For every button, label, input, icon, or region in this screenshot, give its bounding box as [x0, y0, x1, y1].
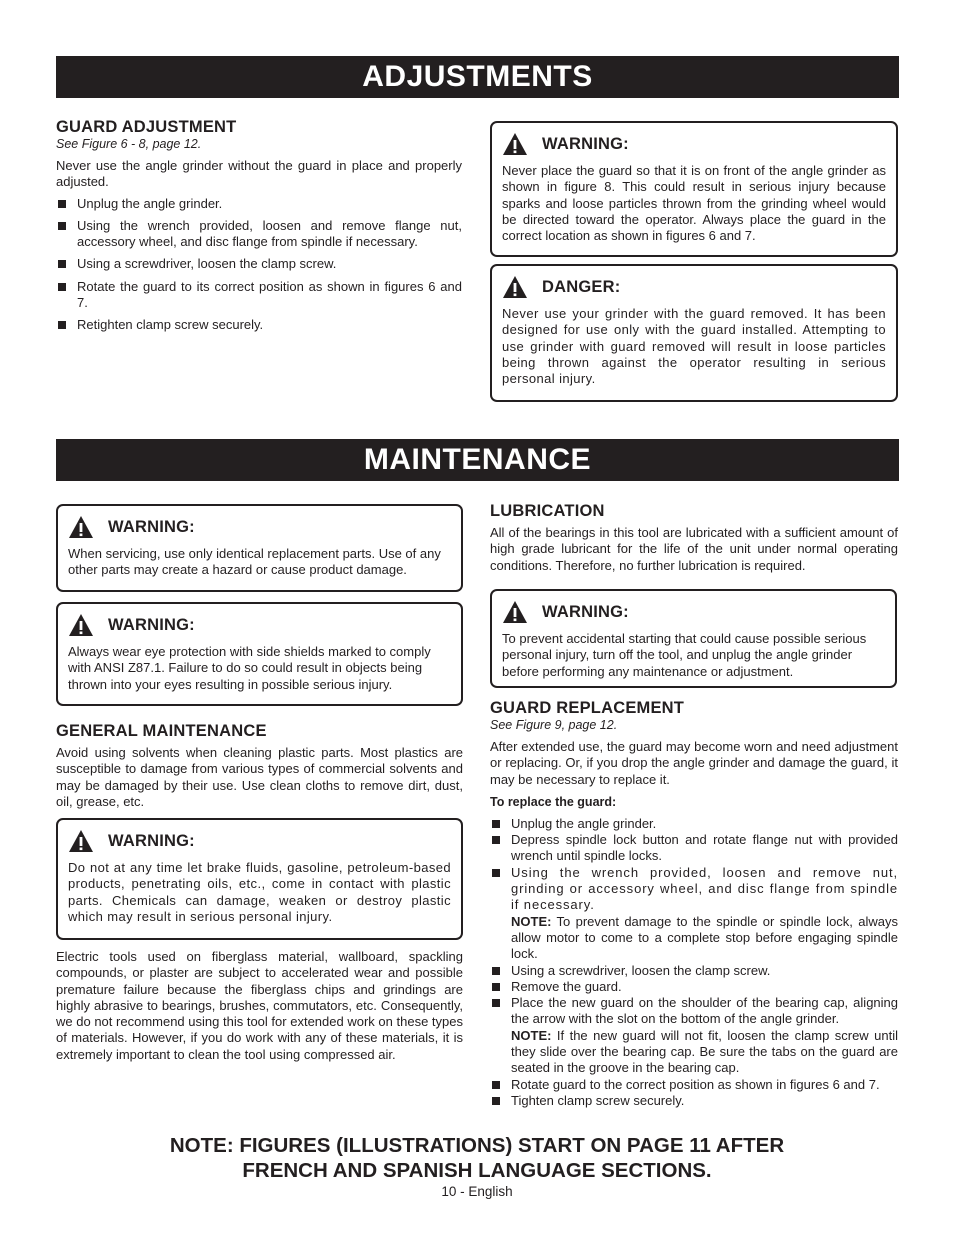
list-item: Retighten clamp screw securely. [56, 317, 462, 333]
maintenance-warning-box-1 [56, 504, 463, 592]
electric-tools-paragraph [56, 949, 463, 1063]
note-label: NOTE: [511, 1027, 552, 1043]
warning-title: WARNING: [108, 615, 195, 634]
note-label: NOTE: [511, 913, 552, 929]
guard-adjustment-intro: Never use the angle grinder without the guard in place and properly adjusted. [56, 158, 462, 190]
danger-title: DANGER: [542, 277, 621, 296]
warning-text: Always wear eye protection with side shields marked to comply with ANSI Z87.1. Failure to do so could result in objects being thrown into your eyes resulting in possible serious injury. [68, 644, 431, 692]
guard-adjustment-steps [56, 196, 462, 334]
figures-note-line-2: FRENCH AND SPANISH LANGUAGE SECTIONS. [242, 1159, 712, 1182]
note-text: If the new guard will not fit, loosen the clamp screw until they slide over the bearing cap. Be sure the tabs on the guard are seated in the groove in the bearing cap. [511, 1027, 898, 1076]
warning-text: When servicing, use only identical replacement parts. Use of any other parts may create a hazard or cause product damage. [68, 546, 441, 578]
warning-triangle-icon [68, 515, 94, 539]
list-item: Remove the guard. [490, 979, 898, 995]
adjustment-warning-box [490, 121, 898, 257]
warning-title: WARNING: [542, 134, 629, 153]
guard-replacement-section [490, 699, 898, 1109]
warning-title: WARNING: [108, 831, 195, 850]
adjustment-danger-box [490, 264, 898, 402]
maintenance-warning-box-4 [490, 589, 897, 688]
danger-text: Never use your grinder with the guard removed. It has been designed for use only with the guard installed. Attempting to use grinder with guard removed will result in loose particles being thrown against the operator resulting in serious personal injury. [502, 306, 886, 387]
list-item: Using the wrench provided, loosen and remove flange nut, accessory wheel, and disc flange from spindle if necessary. [56, 218, 462, 251]
warning-text: Never place the guard so that it is on front of the angle grinder as shown in figure 8. This could result in serious injury because sparks and loose particles thrown from the grinding wheel would be directed toward the operator. Always place the guard in the correct location as shown in figures 6 and 7. [502, 163, 886, 244]
guard-replacement-steps [490, 816, 898, 1109]
warning-triangle-icon [502, 600, 528, 624]
list-item: Using a screwdriver, loosen the clamp screw. [490, 963, 898, 979]
lubrication-heading: LUBRICATION [490, 502, 605, 520]
warning-text: Do not at any time let brake fluids, gasoline, petroleum-based products, penetrating oils, etc., come in contact with plastic parts. Chemicals can damage, weaken or destroy plastic which may result in serious personal injury. [68, 860, 451, 924]
list-item: Rotate the guard to its correct position as shown in figures 6 and 7. [56, 279, 462, 312]
warning-text: To prevent accidental starting that could cause possible serious personal injury, turn off the tool, and unplug the angle grinder before performing any maintenance or adjustment. [502, 631, 867, 679]
guard-replacement-heading: GUARD REPLACEMENT [490, 699, 685, 717]
guard-replacement-ref: See Figure 9, page 12. [490, 718, 618, 732]
guard-replacement-subheading: To replace the guard: [490, 794, 617, 809]
list-item: Using a screwdriver, loosen the clamp screw. [56, 256, 462, 272]
list-item: Rotate guard to the correct position as shown in figures 6 and 7. [490, 1077, 898, 1093]
danger-triangle-icon [502, 275, 528, 299]
warning-title: WARNING: [108, 517, 195, 536]
list-item: Unplug the angle grinder. [56, 196, 462, 212]
warning-triangle-icon [68, 613, 94, 637]
list-item: Unplug the angle grinder. [490, 816, 898, 832]
general-maintenance-heading: GENERAL MAINTENANCE [56, 722, 267, 740]
lubrication-section [490, 502, 898, 574]
general-maintenance-section [56, 722, 463, 810]
guard-replacement-intro: After extended use, the guard may become worn and need adjustment or replacing. Or, if you drop the angle grinder and damage the guard, it may be necessary to replace it. [490, 739, 898, 787]
warning-triangle-icon [502, 132, 528, 156]
adjustments-title: ADJUSTMENTS [56, 56, 899, 98]
page-footer: 10 - English [441, 1184, 513, 1199]
step-text: Place the new guard on the shoulder of the bearing cap, aligning the arrow with the slot on the bottom of the angle grinder. [511, 995, 898, 1027]
guard-adjustment-heading: GUARD ADJUSTMENT [56, 118, 237, 136]
electric-tools-text: Electric tools used on fiberglass material, wallboard, spackling compounds, or plaster are subject to accelerated wear and possible premature failure because the fiberglass chips and grindings are highly abrasive to bearings, brushes, commutators, etc. Consequently, we do not recommend using this tool for extended work on these types of materials. However, if you do work with any of these materials, it is extremely important to clean the tool using compressed air. [56, 949, 463, 1062]
guard-adjustment-ref: See Figure 6 - 8, page 12. [56, 137, 202, 151]
maintenance-warning-box-2 [56, 602, 463, 706]
warning-title: WARNING: [542, 602, 629, 621]
list-item [490, 865, 898, 963]
guard-adjustment-section [56, 118, 462, 334]
figures-note [0, 1133, 954, 1183]
list-item: Depress spindle lock button and rotate flange nut with provided wrench until spindle locks. [490, 832, 898, 865]
general-maintenance-text: Avoid using solvents when cleaning plastic parts. Most plastics are susceptible to damage from various types of commercial solvents and may be damaged by their use. Use clean cloths to remove dirt, dust, oil, grease, etc. [56, 745, 463, 809]
step-text: Using the wrench provided, loosen and remove nut, grinding or accessory wheel, and disc flange from spindle if necessary. [511, 864, 898, 913]
maintenance-title: MAINTENANCE [56, 439, 899, 481]
list-item [490, 995, 898, 1076]
lubrication-text: All of the bearings in this tool are lubricated with a sufficient amount of high grade lubricant for the life of the unit under normal operating conditions. Therefore, no further lubrication is required. [490, 525, 898, 573]
maintenance-warning-box-3 [56, 818, 463, 940]
note-text: To prevent damage to the spindle or spindle lock, always allow motor to come to a complete stop before engaging spindle lock. [511, 913, 898, 962]
warning-triangle-icon [68, 829, 94, 853]
figures-note-line-1: NOTE: FIGURES (ILLUSTRATIONS) START ON PAGE 11 AFTER [169, 1134, 785, 1157]
list-item: Tighten clamp screw securely. [490, 1093, 898, 1109]
